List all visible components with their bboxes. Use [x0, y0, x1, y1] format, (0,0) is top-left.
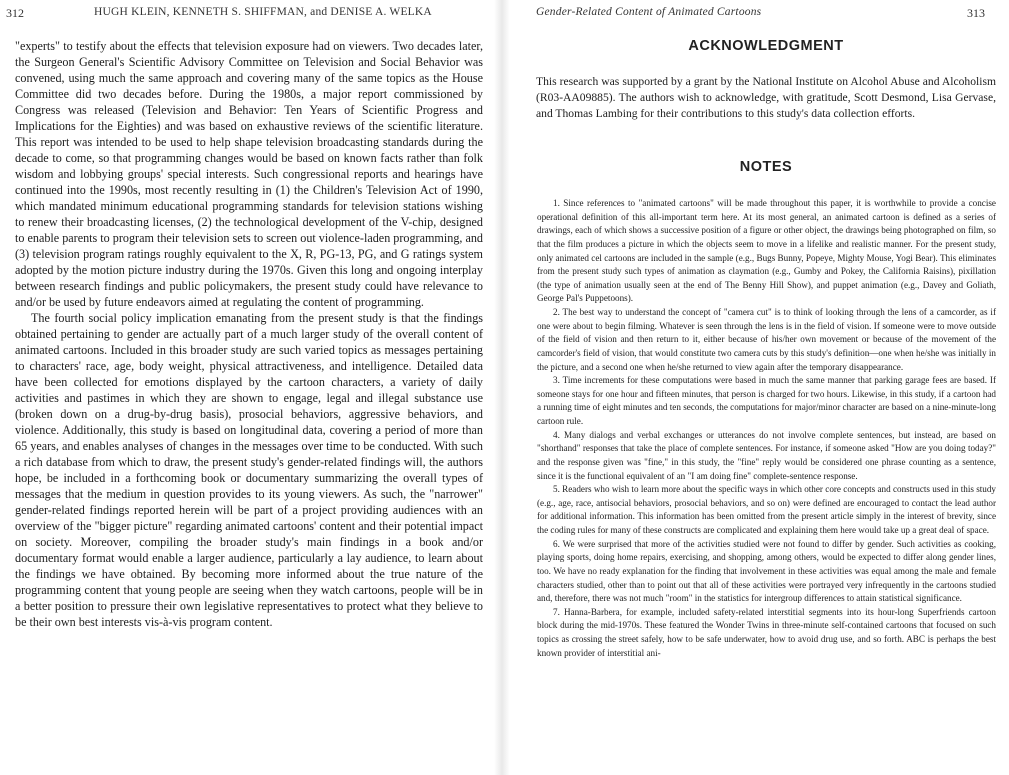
note-item: 4. Many dialogs and verbal exchanges or utterances do not involve complete sentences, but instead, are based on "shorthand" responses that take the place of complete sentences. For instance, if someone asked "How are you doing today?" and the response given was "fine," in this study, the "fine" reply would be considered one phrase counting as a sentence, since it is the functional equivalent of an "I am doing fine" complete-sentence response.: [537, 429, 996, 481]
notes-list: [537, 197, 996, 660]
note-item: 1. Since references to "animated cartoons" will be made throughout this paper, it is worthwhile to provide a concise operational definition of this all-important term here. At its most general, an animated cartoon is defined as a series of drawings, each of which shows a successive position of a figure or other object, the drawings being photographed on film, so that the film produces a picture in which the objects seem to move in a lifelike and realistic manner. For the present study, only animated cel cartoons are included in the sample (e.g., Bugs Bunny, Popeye, Mighty Mouse, Yogi Bear). This eliminates from the present study such types of animation as claymation (e.g., Gumby and Pokey, the California Raisins), pixillation (the type of animation usually seen at the end of The Benny Hill Show), and puppet animation (e.g., Davey and Goliath, George Pal's Puppetoons).: [537, 198, 996, 304]
note-item: 6. We were surprised that more of the activities studied were not found to differ by gender. Such activities as cooking, playing sports, doing home repairs, exercising, and shopping, among others, would be expected to differ along gender lines, too. We have no ready explanation for the finding that involvement in these activities was equal among the male and female characters studied, other than to point out that all of these activities were portrayed very infrequently in the cartoons studied and, therefore, there was not much "room" in the statistics for intergroup differences to attain statistical significance.: [537, 538, 996, 604]
page-number-right: 313: [967, 6, 985, 20]
acknowledgment-heading: ACKNOWLEDGMENT: [688, 38, 844, 54]
note-item: 2. The best way to understand the concept of "camera cut" is to think of looking through the lens of a camcorder, as if one were about to begin filming. Whatever is seen through the lens is in the field of vision. If someone were to move outside of the field of vision and then return to it, either because of his/her own movement or because of the movement of the camcorder's field of vision, that would constitute two camera cuts by this study's definition—one when he/she was initially in the picture, and a second one when he/she returned to view again after the temporary disappearance.: [537, 307, 996, 372]
body-text: [15, 38, 483, 630]
acknowledgment-text: [536, 74, 996, 121]
book-gutter: [494, 0, 510, 775]
right-page: [516, 0, 1009, 775]
paragraph-fourth-implication: The fourth social policy implication emanating from the present study is that the findings obtained pertaining to gender are actually part of a much larger study of the overall content of animated cartoons. Included in this broader study are such varied topics as messages pertaining to characters' race, age, body weight, physical attractiveness, and intelligence. Detailed data have been collected for emotions displayed by the cartoon characters, a variety of daily activities and pastimes in which they are shown to engage, legal and illegal substance use (broken down on a drug-by-drug basis), prosocial behaviors, aggressive behaviors, and violence. Additionally, this study is based on longitudinal data, covering a period of more than 65 years, and enables analyses of changes in the messages over time to be conducted. With such a rich database from which to draw, the present study's gender-related findings will, the authors hope, be included in a forthcoming book or documentary summarizing the overall types of messages that the medium in question provides to its young viewers. As such, the "narrower" gender-related findings reported herein will be part of a project providing audiences with an overview of the "bigger picture" regarding animated cartoons' content and their potential impact on society. Moreover, compiling the broader study's main findings in a book and/or documentary format would enable a larger audience, particularly a lay audience, to learn about the findings we have obtained. By becoming more informed about the true nature of the programming content that young people are seeing when they watch cartoons, people will be in a better position to pressure their own legislative representatives to protect what they believe to be their own best interests vis-à-vis program content.: [15, 311, 483, 629]
note-item: 7. Hanna-Barbera, for example, included safety-related interstitial segments into its hour-long Superfriends cartoon block during the mid-1970s. These featured the Wonder Twins in three-minute self-contained cartoons that focused on such topics as crossing the street safely, how to be safe underwater, how to avoid drug use, and so forth. ABC is perhaps the best known provider of interstitial ani-: [537, 606, 996, 658]
note-item: 3. Time increments for these computations were based in much the same manner that parking garage fees are based. If someone stays for one hour and fifteen minutes, that person is charged for two hours. Likewise, in this study, if a cartoon had a running time of eight minutes and ten seconds, the computations for major/minor character are based on a nine-minute-long cartoon rule.: [537, 375, 996, 426]
acknowledgment-paragraph: This research was supported by a grant by the National Institute on Alcohol Abuse and Alcoholism (R03-AA09885). The authors wish to acknowledge, with gratitude, Scott Desmond, Lisa Gervase, and Thomas Lambing for their contributions to this study's data collection efforts.: [536, 75, 996, 120]
running-head-title: Gender-Related Content of Animated Cartoons: [536, 6, 762, 18]
left-page: [0, 0, 488, 775]
note-item: 5. Readers who wish to learn more about the specific ways in which other core concepts and constructs used in this study (e.g., age, race, antisocial behaviors, prosocial behaviors, and so on) were defined are encouraged to contact the lead author for additional information. This information has been omitted from the present article simply in the interest of brevity, since the coding rules for many of these constructs are complicated and explaining them here would take up a great deal of space.: [537, 484, 996, 535]
paragraph-continued: "experts" to testify about the effects that television exposure had on viewers. Two decades later, the Surgeon General's Scientific Advisory Committee on Television and Social Behavior was convened, using much the same approach and covering many of the same topics as the House Committee did two decades before. During the 1980s, a major report commissioned by Congress was released (Television and Behavior: Ten Years of Scientific Progress and Implications for the Eighties) and was based on exhaustive reviews of the scientific literature. This report was intended to be used to help shape television broadcasting standards during the decade to come, so that programming changes would be based on known facts rather than folk wisdom and lobbying groups' special interests. Such congressional reports and hearings have continued into the 1990s, most recently resulting in (1) the Children's Television Act of 1990, which mandated minimum educational programming standards for television stations wishing to renew their broadcasting licenses, (2) the technological development of the V-chip, designed to enable parents to program their television sets to screen out violence-laden programming, and (3) television program ratings roughly equivalent to the X, R, PG-13, PG, and G ratings system adopted by the motion picture industry during the 1970s. Given this long and ongoing interplay between research findings and public policymakers, the present study could have relevance to and/or be used by future endeavors aimed at regulating the content of programming.: [15, 39, 483, 309]
page-number-left: 312: [6, 6, 24, 20]
notes-heading: NOTES: [739, 159, 793, 175]
running-head-authors: HUGH KLEIN, KENNETH S. SHIFFMAN, and DENISE A. WELKA: [94, 6, 432, 18]
